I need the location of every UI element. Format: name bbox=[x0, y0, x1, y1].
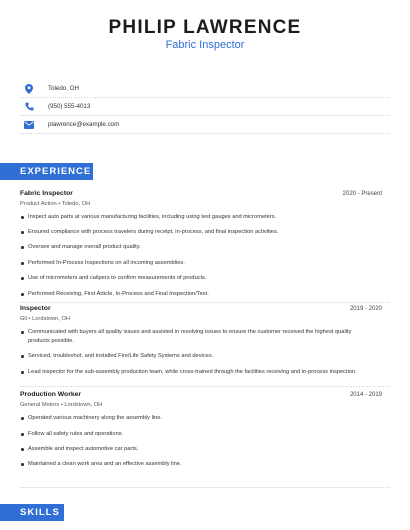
candidate-name: PHILIP LAWRENCE bbox=[108, 17, 302, 38]
job-1-bullet-5: Use of micrometers and calipers to confirm measurements of products. bbox=[20, 274, 360, 283]
job-3-bullet-1: Operated various machinery along the assembly line. bbox=[20, 414, 360, 423]
contact-phone: (950) 555-4013 bbox=[48, 103, 91, 110]
job-1-dates: 2020 - Present bbox=[342, 191, 382, 197]
job-1-bullet-1: Inspect auto parts at various manufacturing facilities, including using test gauges and micrometers. bbox=[20, 213, 360, 222]
section-divider bbox=[20, 487, 390, 488]
job-1-bullet-3: Oversee and manage overall product quality. bbox=[20, 243, 360, 252]
contact-email-row bbox=[20, 116, 390, 134]
job-2-title: Inspector bbox=[20, 305, 51, 312]
contact-phone-row bbox=[20, 98, 390, 116]
contact-location: Toledo, OH bbox=[48, 85, 79, 92]
contact-location-row bbox=[20, 80, 390, 98]
experience-section-heading: EXPERIENCE bbox=[0, 163, 93, 180]
job-3-bullet-4: Maintained a clean work area and an effective assembly line. bbox=[20, 460, 360, 469]
job-1-bullet-6: Performed Receiving, First Article, In-Process and Final Inspection/Test. bbox=[20, 290, 360, 299]
job-1-company: Product Action • Toledo, OH bbox=[20, 201, 91, 207]
job-1-bullet-2: Ensured compliance with process travelers during receipt, in-process, and final inspection activities. bbox=[20, 228, 360, 237]
phone-icon bbox=[22, 100, 36, 114]
job-title-heading: Fabric Inspector bbox=[165, 39, 245, 51]
map-pin-icon bbox=[22, 82, 36, 96]
job-2-bullet-2: Serviced, troubleshot, and installed Fire/Life Safety Systems and devices. bbox=[20, 352, 360, 361]
job-1-bullet-4: Performed In-Process Inspections on all incoming assemblies. bbox=[20, 259, 360, 268]
skills-section-heading: SKILLS bbox=[0, 504, 64, 521]
job-3-title: Production Worker bbox=[20, 391, 82, 398]
job-2-bullet-1: Communicated with buyers all quality issues and assisted in resolving issues to ensure the customer received the highest quality products possible. bbox=[20, 328, 360, 345]
job-3-company: General Motors • Lordstown, OH bbox=[20, 402, 103, 408]
contact-email: plawrence@example.com bbox=[48, 121, 120, 128]
job-1-title: Fabric Inspector bbox=[20, 190, 73, 197]
job-divider bbox=[20, 386, 390, 387]
job-3-dates: 2014 - 2019 bbox=[349, 392, 382, 398]
envelope-icon bbox=[22, 118, 36, 132]
job-3-bullet-2: Follow all safety rules and operations. bbox=[20, 430, 360, 439]
job-2-company: Gli • Lordstown, OH bbox=[20, 316, 71, 322]
job-divider bbox=[20, 302, 390, 303]
job-3-bullet-3: Assemble and inspect automotive car parts. bbox=[20, 445, 360, 454]
job-2-bullet-3: Lead inspector for the sub-assembly production team, while cross-trained through the facilities receiving and in-process inspection. bbox=[20, 368, 360, 377]
job-2-dates: 2019 - 2020 bbox=[349, 306, 382, 312]
